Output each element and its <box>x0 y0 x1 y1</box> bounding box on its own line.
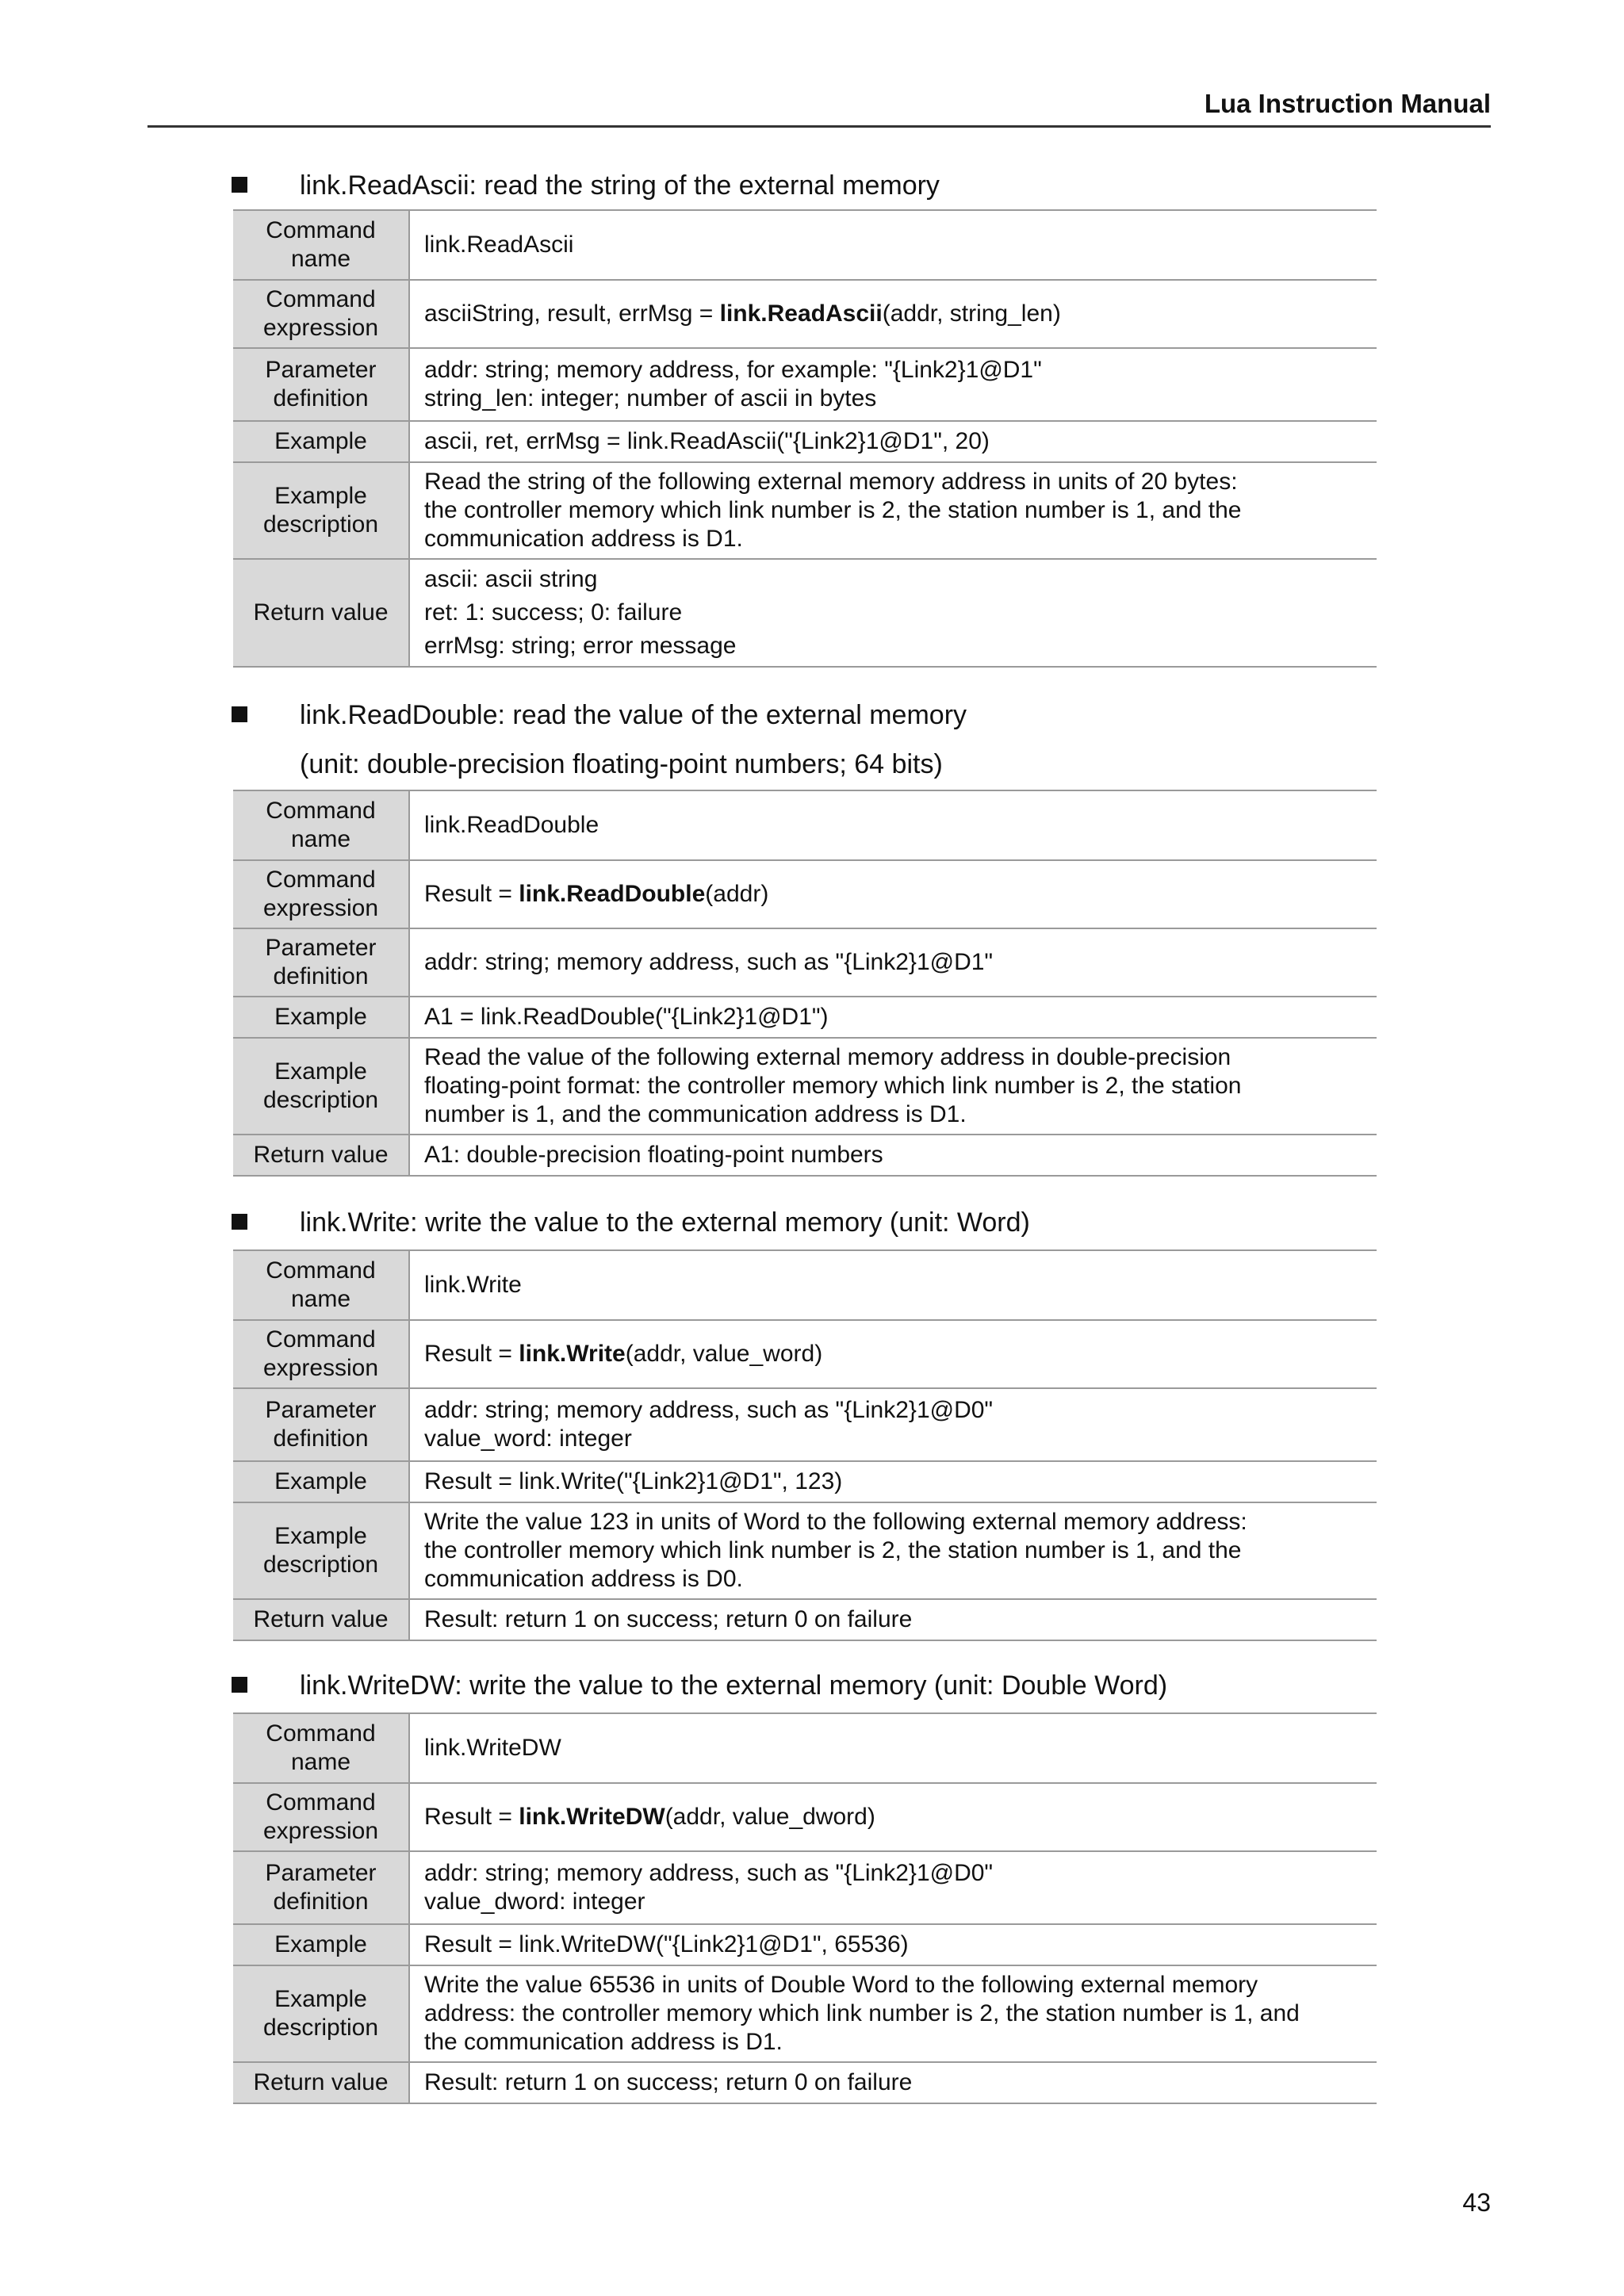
table-row <box>233 1965 1377 2062</box>
command-table-readdouble <box>233 790 1377 1177</box>
label-example-description: Example description <box>233 462 409 559</box>
command-expression-value: Result = link.Write(addr, value_word) <box>409 1320 1377 1388</box>
table-row <box>233 1320 1377 1388</box>
square-bullet-icon <box>232 177 247 193</box>
label-parameter-definition: Parameter definition <box>233 348 409 421</box>
table-row <box>233 1388 1377 1461</box>
label-command-expression: Command expression <box>233 860 409 928</box>
table-row <box>233 1713 1377 1783</box>
example-value: ascii, ret, errMsg = link.ReadAscii("{Link2}1@D1", 20) <box>409 421 1377 462</box>
parameter-definition-value: addr: string; memory address, for example: "{Link2}1@D1" string_len: integer; number of ascii in bytes <box>409 348 1377 421</box>
label-example-description: Example description <box>233 1502 409 1599</box>
square-bullet-icon <box>232 706 247 722</box>
table-row <box>233 1461 1377 1502</box>
command-name-value: link.Write <box>409 1250 1377 1320</box>
table-row <box>233 790 1377 860</box>
label-command-name: Command name <box>233 790 409 860</box>
table-row <box>233 928 1377 997</box>
section-subtitle: (unit: double-precision floating-point numbers; 64 bits) <box>300 749 943 779</box>
table-row <box>233 860 1377 928</box>
label-parameter-definition: Parameter definition <box>233 1388 409 1461</box>
label-parameter-definition: Parameter definition <box>233 928 409 997</box>
table-row <box>233 462 1377 559</box>
example-description-value: Write the value 123 in units of Word to the following external memory address: the controller memory which link number is 2, the station number is 1, and the communication address is D0. <box>409 1502 1377 1599</box>
table-row <box>233 1599 1377 1640</box>
document-header-title: Lua Instruction Manual <box>1204 89 1491 118</box>
command-expression-value: asciiString, result, errMsg = link.ReadAscii(addr, string_len) <box>409 280 1377 348</box>
parameter-definition-value: addr: string; memory address, such as "{Link2}1@D1" <box>409 928 1377 997</box>
label-example-description: Example description <box>233 1965 409 2062</box>
label-example: Example <box>233 421 409 462</box>
return-value: ascii: ascii string ret: 1: success; 0: failure errMsg: string; error message <box>409 559 1377 667</box>
table-row <box>233 280 1377 348</box>
label-example-description: Example description <box>233 1038 409 1135</box>
table-row <box>233 1250 1377 1320</box>
parameter-definition-value: addr: string; memory address, such as "{Link2}1@D0" value_dword: integer <box>409 1851 1377 1924</box>
table-row <box>233 210 1377 280</box>
example-description-value: Read the string of the following external memory address in units of 20 bytes: the controller memory which link number is 2, the station number is 1, and the communication address is D1. <box>409 462 1377 559</box>
example-value: A1 = link.ReadDouble("{Link2}1@D1") <box>409 997 1377 1038</box>
parameter-definition-value: addr: string; memory address, such as "{Link2}1@D0" value_word: integer <box>409 1388 1377 1461</box>
table-row <box>233 1038 1377 1135</box>
table-row <box>233 559 1377 667</box>
label-command-name: Command name <box>233 210 409 280</box>
label-return-value: Return value <box>233 1135 409 1176</box>
label-example: Example <box>233 997 409 1038</box>
table-row <box>233 997 1377 1038</box>
label-example: Example <box>233 1924 409 1965</box>
label-command-expression: Command expression <box>233 1783 409 1851</box>
label-command-name: Command name <box>233 1250 409 1320</box>
example-description-value: Write the value 65536 in units of Double Word to the following external memory address: the controller memory which link number is 2, the station number is 1, and the communication address is D1. <box>409 1965 1377 2062</box>
header-rule <box>147 125 1491 128</box>
label-return-value: Return value <box>233 2062 409 2103</box>
command-expression-value: Result = link.ReadDouble(addr) <box>409 860 1377 928</box>
command-name-value: link.ReadAscii <box>409 210 1377 280</box>
command-table-readascii <box>233 209 1377 668</box>
table-row <box>233 2062 1377 2103</box>
example-value: Result = link.WriteDW("{Link2}1@D1", 65536) <box>409 1924 1377 1965</box>
command-expression-value: Result = link.WriteDW(addr, value_dword) <box>409 1783 1377 1851</box>
table-row <box>233 1135 1377 1176</box>
table-row <box>233 1851 1377 1924</box>
page-number: 43 <box>1462 2188 1491 2217</box>
label-parameter-definition: Parameter definition <box>233 1851 409 1924</box>
label-return-value: Return value <box>233 559 409 667</box>
table-row <box>233 348 1377 421</box>
square-bullet-icon <box>232 1214 247 1230</box>
command-table-write <box>233 1249 1377 1641</box>
label-command-expression: Command expression <box>233 1320 409 1388</box>
return-value: Result: return 1 on success; return 0 on failure <box>409 1599 1377 1640</box>
command-name-value: link.ReadDouble <box>409 790 1377 860</box>
table-row <box>233 1502 1377 1599</box>
command-name-value: link.WriteDW <box>409 1713 1377 1783</box>
label-command-name: Command name <box>233 1713 409 1783</box>
example-description-value: Read the value of the following external memory address in double-precision floating-point format: the controller memory which link number is 2, the station number is 1, and the communication address is D1. <box>409 1038 1377 1135</box>
return-value: Result: return 1 on success; return 0 on failure <box>409 2062 1377 2103</box>
label-command-expression: Command expression <box>233 280 409 348</box>
label-return-value: Return value <box>233 1599 409 1640</box>
example-value: Result = link.Write("{Link2}1@D1", 123) <box>409 1461 1377 1502</box>
return-value: A1: double-precision floating-point numbers <box>409 1135 1377 1176</box>
table-row <box>233 1783 1377 1851</box>
square-bullet-icon <box>232 1677 247 1693</box>
command-table-writedw <box>233 1712 1377 2104</box>
table-row <box>233 1924 1377 1965</box>
label-example: Example <box>233 1461 409 1502</box>
table-row <box>233 421 1377 462</box>
